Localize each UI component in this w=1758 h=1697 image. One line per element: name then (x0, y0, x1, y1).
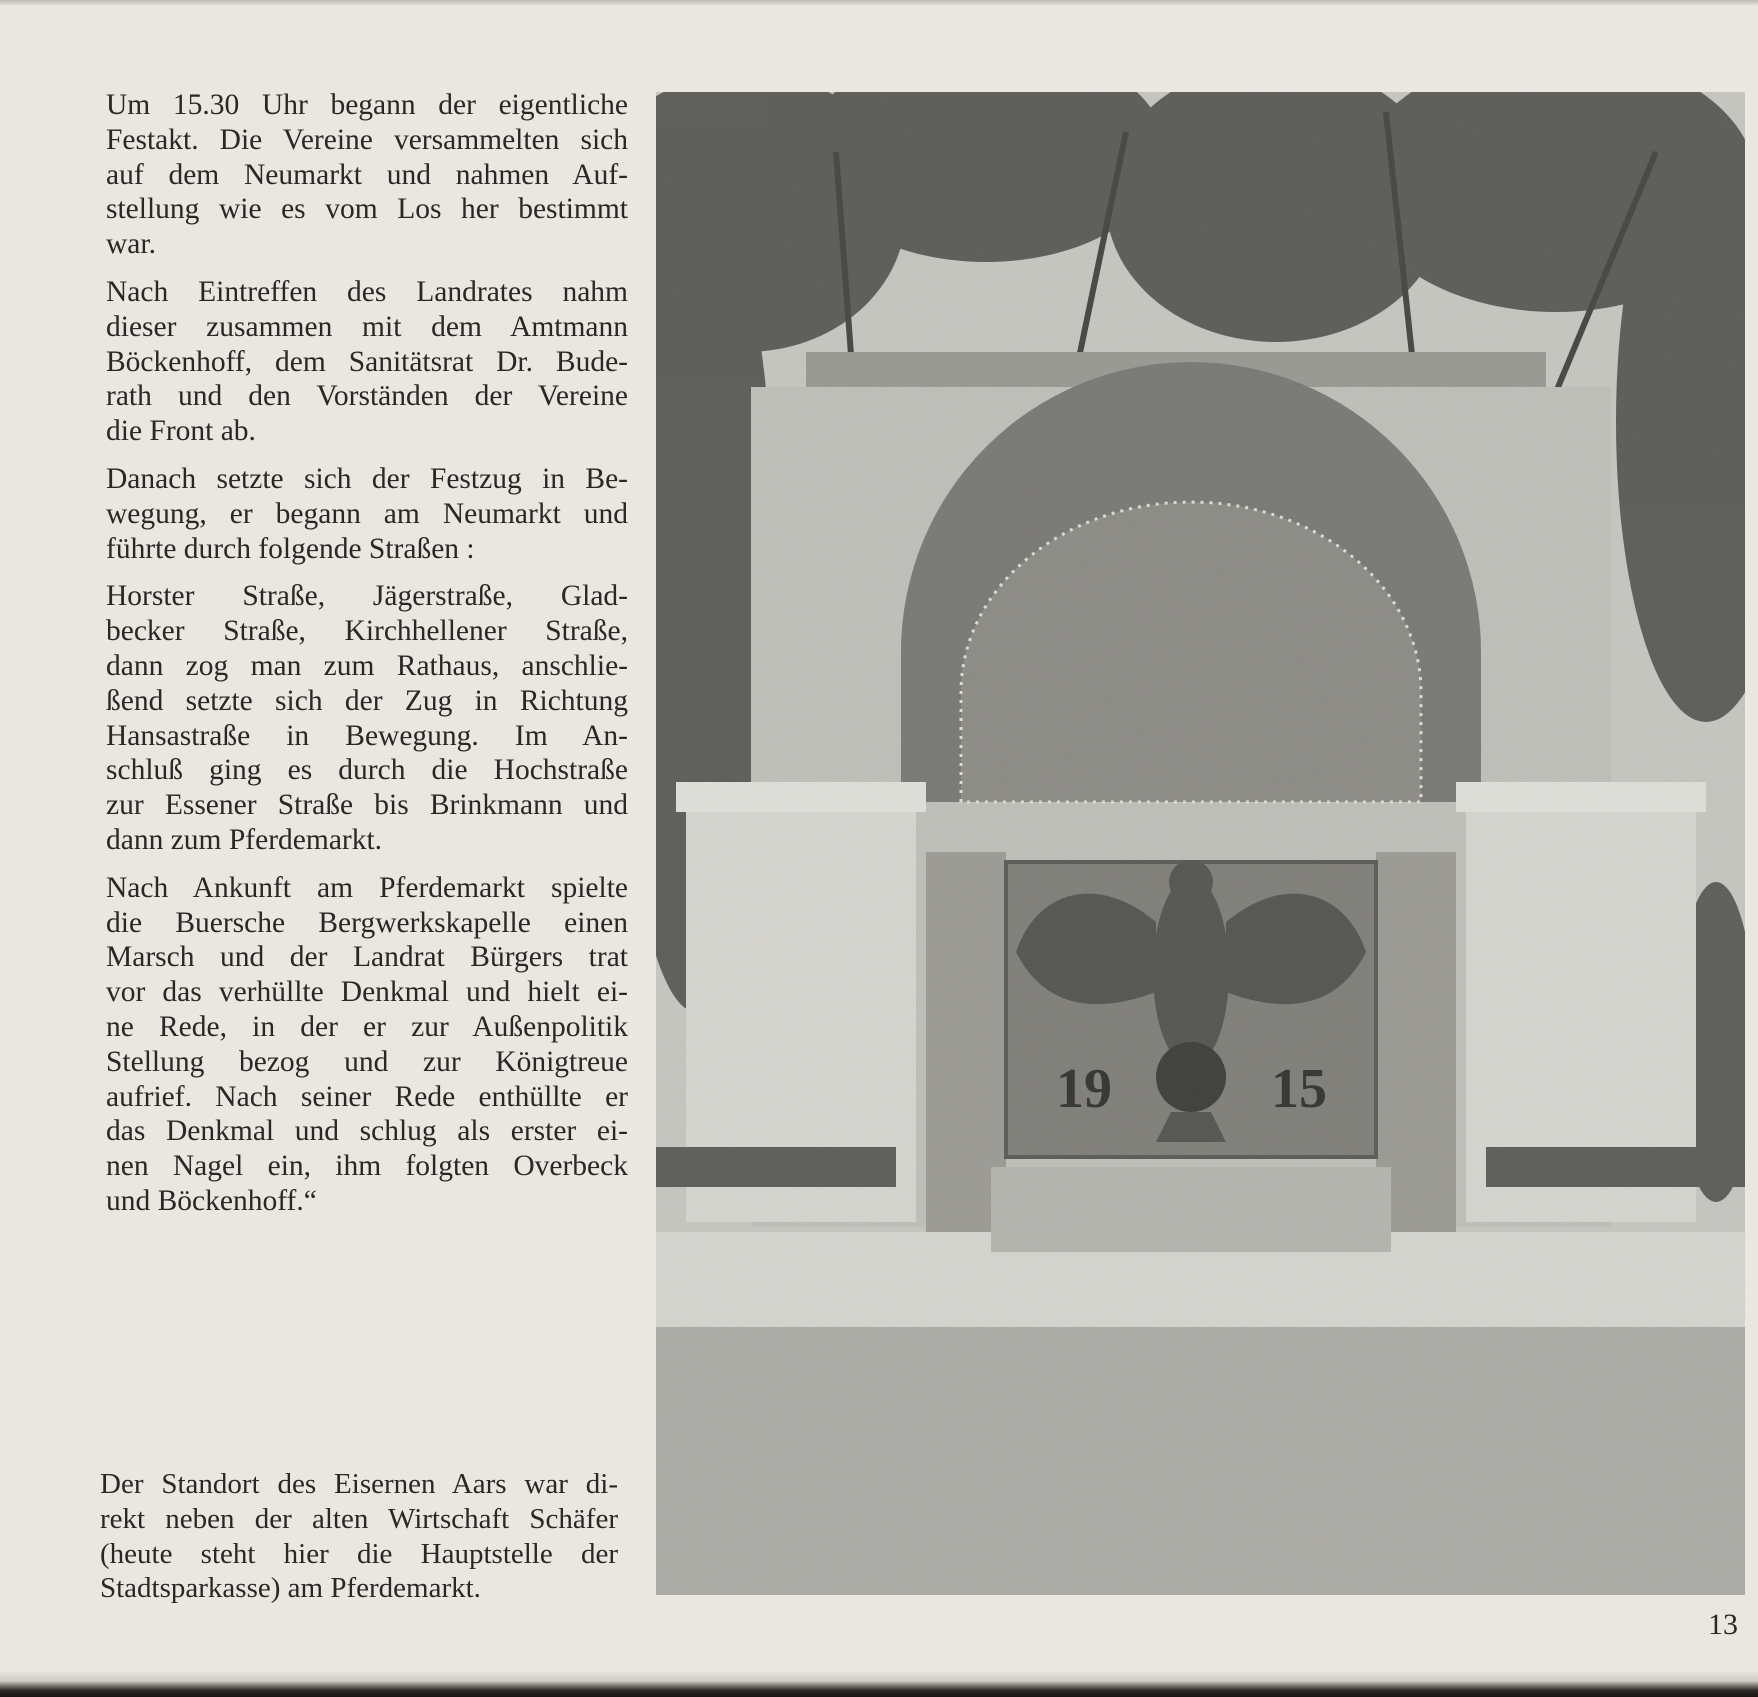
text-line: Festakt. Die Vereine versammelten sich (106, 123, 628, 156)
text-line: dann zum Pferdemarkt. (106, 823, 383, 856)
text-line: stellung wie es vom Los her bestimmt (106, 193, 628, 226)
text-line: und Böckenhoff.“ (106, 1184, 317, 1217)
year-left: 19 (1056, 1058, 1112, 1120)
text-line: die Buersche Bergwerkskapelle einen (106, 906, 628, 939)
text-line: das Denkmal und schlug als erster ei- (106, 1115, 628, 1148)
text-line: dann zog man zum Rathaus, anschlie- (106, 649, 628, 682)
text-line: Nach Eintreffen des Landrates nahm (106, 275, 628, 308)
text-line: Hansastraße in Bewegung. Im An- (106, 719, 628, 752)
text-line: führte durch folgende Straßen : (106, 532, 475, 565)
monument-photo (656, 92, 1745, 1595)
film-grain (656, 92, 1745, 1595)
text-line: ne Rede, in der er zur Außenpolitik (106, 1010, 628, 1043)
text-line: auf dem Neumarkt und nahmen Auf- (106, 158, 628, 191)
page-bottom-edge (0, 1670, 1758, 1697)
caption-line: (heute steht hier die Hauptstelle der (100, 1537, 618, 1570)
text-line: ßend setzte sich der Zug in Richtung (106, 684, 628, 717)
text-line: Horster Straße, Jägerstraße, Glad- (106, 580, 628, 613)
photo-caption (100, 1467, 618, 1606)
text-line: aufrief. Nach seiner Rede enthüllte er (106, 1080, 628, 1113)
text-line: Böckenhoff, dem Sanitätsrat Dr. Bude- (106, 345, 628, 378)
text-line: becker Straße, Kirchhellener Straße, (106, 615, 628, 648)
text-line: wegung, er begann am Neumarkt und (106, 497, 628, 530)
text-line: Danach setzte sich der Festzug in Be- (106, 462, 628, 495)
text-line: war. (106, 228, 156, 261)
year-right: 15 (1271, 1058, 1327, 1120)
text-line: die Front ab. (106, 415, 256, 448)
text-line: Stellung bezog und zur Königtreue (106, 1045, 628, 1078)
paragraph (106, 579, 628, 857)
paragraph (106, 275, 628, 449)
text-line: nen Nagel ein, ihm folgten Overbeck (106, 1150, 628, 1183)
paragraph (106, 871, 628, 1219)
body-text-column (106, 88, 628, 1232)
text-line: vor das verhüllte Denkmal und hielt ei- (106, 976, 628, 1009)
text-line: Marsch und der Landrat Bürgers trat (106, 941, 628, 974)
text-line: zur Essener Straße bis Brinkmann und (106, 789, 628, 822)
text-line: Nach Ankunft am Pferdemarkt spielte (106, 871, 628, 904)
text-line: rath und den Vorständen der Vereine (106, 380, 628, 413)
paragraph (106, 88, 628, 262)
text-line: Um 15.30 Uhr begann der eigentliche (106, 89, 628, 121)
caption-line: Der Standort des Eisernen Aars war di- (100, 1468, 618, 1500)
caption-line: rekt neben der alten Wirtschaft Schäfer (100, 1502, 618, 1535)
page-top-edge (0, 0, 1758, 6)
text-line: dieser zusammen mit dem Amtmann (106, 310, 628, 343)
caption-line: Stadtsparkasse) am Pferdemarkt. (100, 1572, 481, 1605)
paragraph (106, 462, 628, 566)
page-number: 13 (1708, 1608, 1738, 1641)
text-line: schluß ging es durch die Hochstraße (106, 754, 628, 787)
